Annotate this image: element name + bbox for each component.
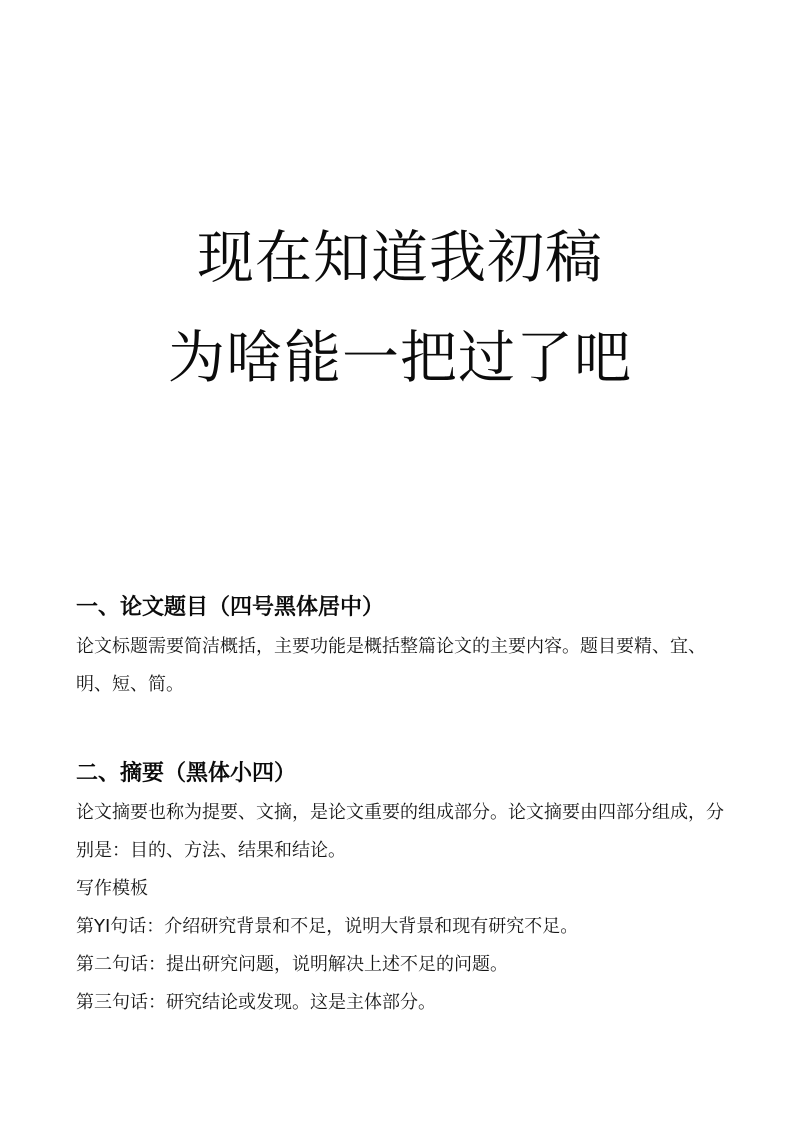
page-title (0, 208, 800, 408)
title-line-1: 现在知道我初稿 (197, 225, 603, 291)
paragraph: 论文摘要也称为提要、文摘，是论文重要的组成部分。论文摘要由四部分组成，分别是：目的、方法、结果和结论。 (76, 802, 724, 861)
paragraph: 论文标题需要简洁概括，主要功能是概括整篇论文的主要内容。题目要精、宜、明、短、简。 (76, 636, 706, 695)
paragraph: 写作模板 (76, 878, 148, 899)
title-line-2: 为啥能一把过了吧 (168, 325, 632, 391)
section-paper-title (76, 590, 736, 704)
paragraph: 第二句话：提出研究问题，说明解决上述不足的问题。 (76, 954, 508, 975)
section-abstract (76, 756, 736, 1022)
document-body (76, 590, 736, 1022)
section-heading: 一、论文题目（四号黑体居中） (76, 595, 385, 620)
paragraph: 第三句话：研究结论或发现。这是主体部分。 (76, 992, 436, 1013)
paragraph: 第YI句话：介绍研究背景和不足，说明大背景和现有研究不足。 (76, 916, 579, 937)
section-heading: 二、摘要（黑体小四） (76, 761, 297, 786)
